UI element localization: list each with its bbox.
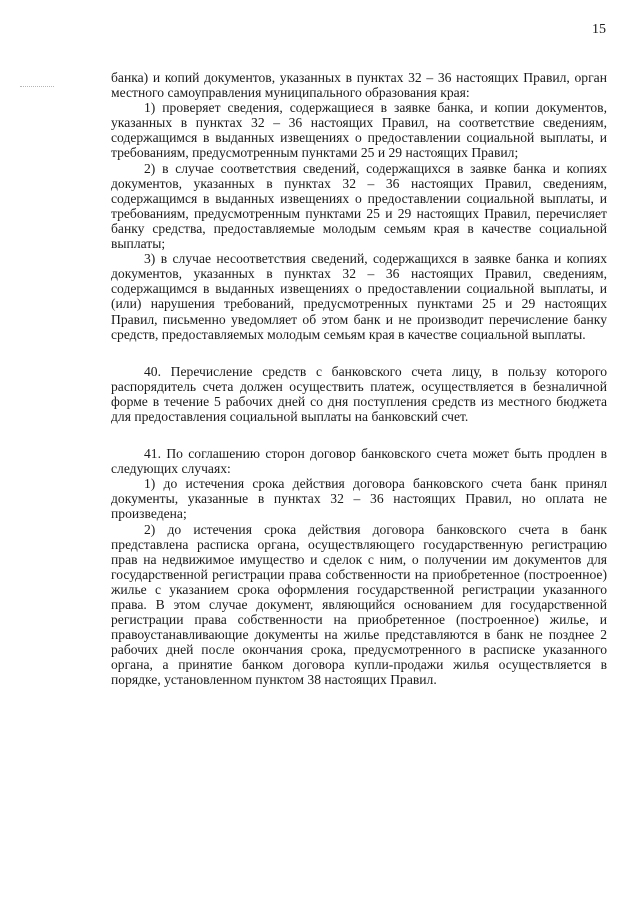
paragraph: 1) проверяет сведения, содержащиеся в заявке банка, и копии документов, указанных в пунктах 32 – 36 настоящих Правил, на соответствие сведениям, содержащимся в выданных извещениях о предоставлении социальной выплаты, и требованиям, предусмотренным пунктами 25 и 29 настоящих Правил; (111, 100, 607, 161)
margin-mark (20, 86, 54, 87)
paragraph: 2) до истечения срока действия договора банковского счета в банк представлена расписка органа, осуществляющего государственную регистрацию прав на недвижимое имущество и сделок с ним, о получении им документов для государственной регистрации права собственности на приобретенное (построенное) жилье с указанием срока оформления государственной регистрации указанного права. В этом случае документ, являющийся основанием для государственной регистрации права собственности на приобретенное (построенное) жилье, и правоустанавливающие документы на жилье представляются в банк не позднее 2 рабочих дней после окончания срока, предусмотренного в расписке указанного органа, а принятие банком договора купли-продажи жилья осуществляется в порядке, установленном пунктом 38 настоящих Правил. (111, 521, 607, 688)
paragraph: 40. Перечисление средств с банковского счета лицу, в пользу которого распорядитель счета должен осуществить платеж, осуществляется в безналичной форме в течение 5 рабочих дней со дня поступления средств из местного бюджета для предоставления социальной выплаты на банковский счет. (111, 363, 607, 424)
document-body (111, 70, 607, 688)
paragraph: банка) и копий документов, указанных в пунктах 32 – 36 настоящих Правил, орган местного самоуправления муниципального образования края: (111, 70, 607, 101)
paragraph: 41. По соглашению сторон договор банковского счета может быть продлен в следующих случаях: (111, 446, 607, 477)
page-number: 15 (592, 22, 606, 37)
paragraph-gap (111, 424, 607, 446)
paragraph: 2) в случае соответствия сведений, содержащихся в заявке банка и копиях документов, указанных в пунктах 32 – 36 настоящих Правил, сведениям, содержащимся в выданных извещениях о предоставлении социальной выплаты, и требованиям, предусмотренным пунктами 25 и 29 настоящих Правил, перечисляет банку средства, предоставляемые молодым семьям края в качестве социальной выплаты; (111, 160, 607, 252)
paragraph-gap (111, 342, 607, 364)
paragraph: 3) в случае несоответствия сведений, содержащихся в заявке банка и копиях документов, указанных в пунктах 32 – 36 настоящих Правил, сведениям, содержащимся в выданных извещениях о предоставлении социальной выплаты, и (или) нарушения требований, предусмотренных пунктами 25 и 29 настоящих Правил, письменно уведомляет об этом банк и не производит перечисление банку средств, предоставляемых молодым семьям края в качестве социальной выплаты. (111, 251, 607, 342)
paragraph: 1) до истечения срока действия договора банковского счета банк принял документы, указанные в пунктах 32 – 36 настоящих Правил, но оплата не произведена; (111, 476, 607, 522)
